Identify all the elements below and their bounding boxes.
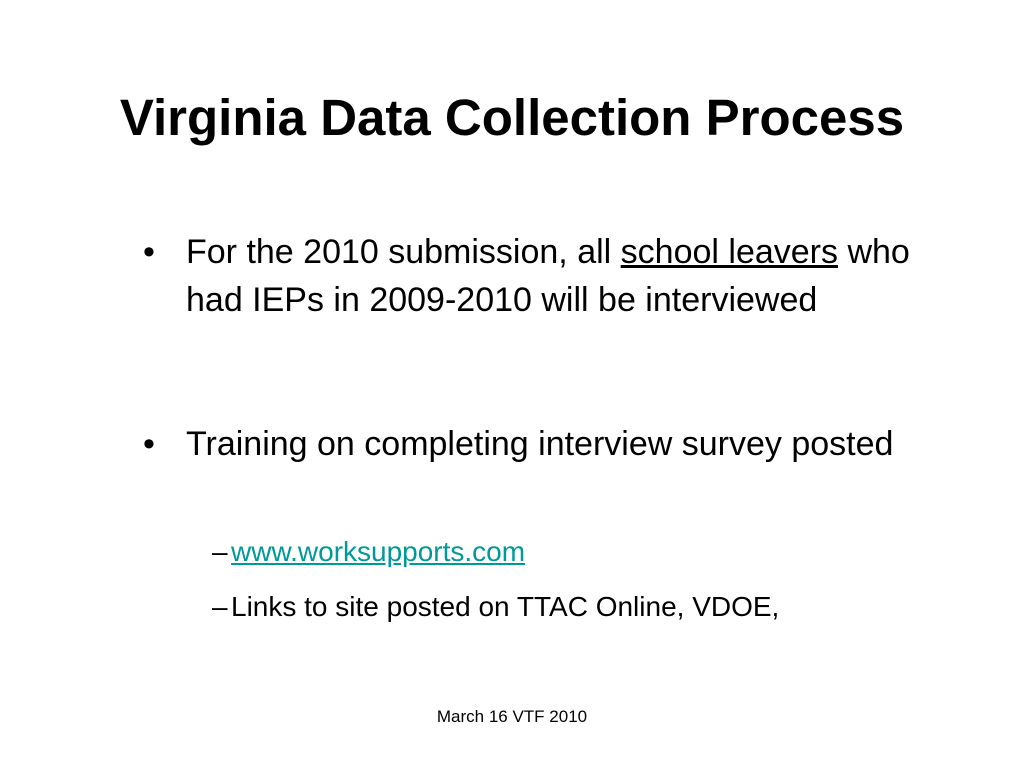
sub-bullet-dash: – — [212, 536, 228, 567]
worksupports-link[interactable]: www.worksupports.com — [231, 536, 526, 567]
sub-bullet-text — [231, 534, 525, 570]
slide-footer: March 16 VTF 2010 — [436, 707, 588, 726]
bullet-text-prefix: For the 2010 submission, all — [186, 233, 621, 271]
slide-title: Virginia Data Collection Process — [119, 89, 905, 146]
bullet-marker: • — [143, 233, 155, 271]
sub-bullet-text: Links to site posted on TTAC Online, VDOE, — [231, 591, 780, 622]
bullet-text-suffix: who had IEPs in 2009-2010 will be interviewed — [186, 233, 910, 319]
bullet-text: Training on completing interview survey posted — [186, 425, 894, 463]
bullet-text-underlined: school leavers — [620, 233, 839, 271]
sub-bullet-dash: – — [212, 591, 228, 622]
bullet-marker: • — [143, 425, 155, 463]
bullet-text — [186, 228, 956, 324]
